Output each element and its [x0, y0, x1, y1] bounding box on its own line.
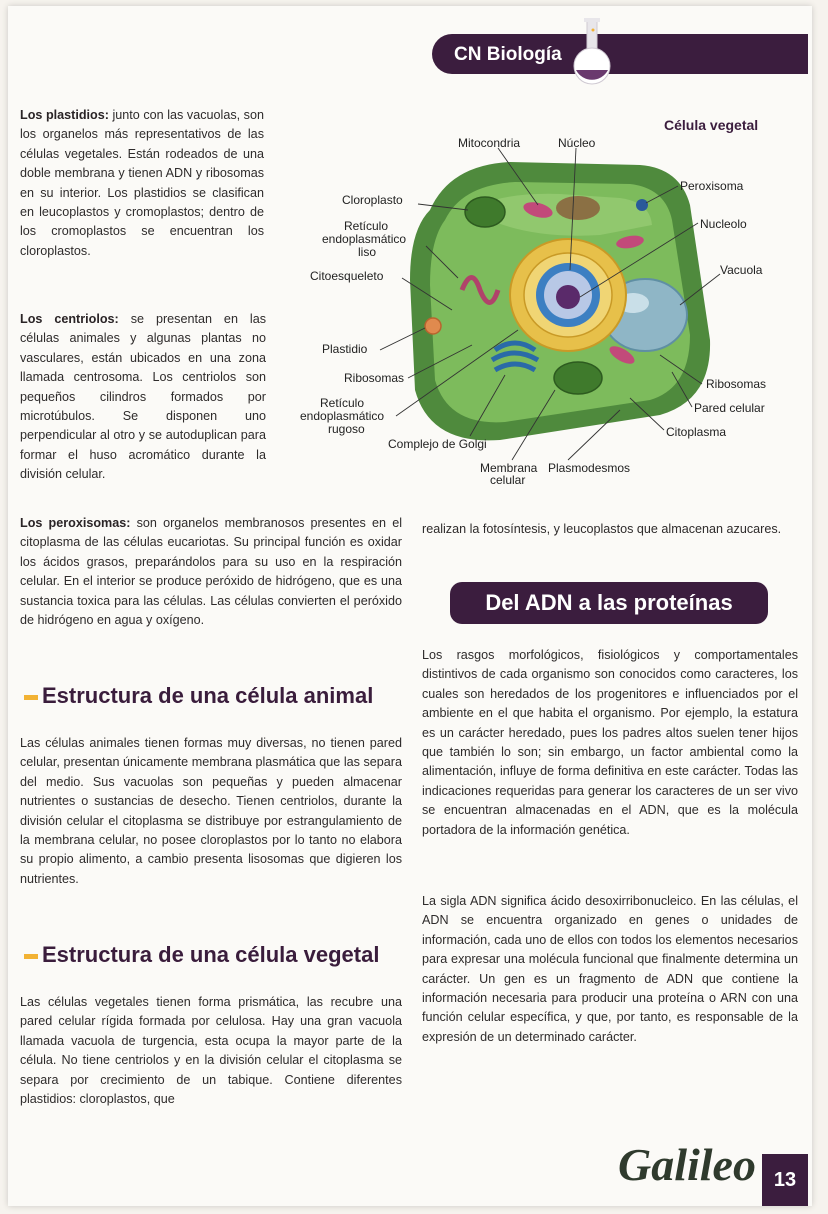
label-ribosomas-right: Ribosomas [706, 377, 767, 391]
animal-heading [24, 683, 373, 709]
adn-paragraph-2: La sigla ADN significa ácido desoxirribonucleico. En las células, el ADN se encuentra organizado en genes o unidades de información, cada uno de ellos con todos los elementos necesarios para expresar una molécula funcional que finalmente determina un carácter. Un gen es un fragmento de ADN que contiene la información necesaria para producir una proteína o ARN con una función celular específica, y que, por tanto, es responsable de la expresión de un determinado carácter. [422, 894, 798, 1044]
label-membrana-1: Membrana [480, 461, 538, 475]
diagram-title: Célula vegetal [664, 117, 759, 133]
label-pared-celular: Pared celular [694, 401, 765, 415]
header-title: CN Biología [454, 44, 562, 65]
galileo-logo: Galileo [618, 1139, 756, 1190]
label-vacuola: Vacuola [720, 263, 763, 277]
label-citoplasma: Citoplasma [666, 425, 727, 439]
vegetal-continuation: realizan la fotosíntesis, y leucoplastos que almacenan azucares. [422, 522, 782, 536]
chloroplast-shape [465, 197, 505, 227]
label-golgi: Complejo de Golgi [388, 437, 487, 451]
vegetal-heading-text: Estructura de una célula vegetal [42, 942, 380, 967]
chromoplast-shape [556, 196, 600, 220]
heading-dash [24, 695, 38, 700]
label-plasmodesmos: Plasmodesmos [548, 461, 631, 475]
label-nucleo: Núcleo [558, 136, 596, 150]
label-membrana-2: celular [490, 473, 526, 487]
vegetal-heading [24, 942, 379, 968]
label-plastidio: Plastidio [322, 342, 368, 356]
centriolos-term: Los centriolos: [20, 312, 119, 326]
label-citoesqueleto: Citoesqueleto [310, 269, 384, 283]
peroxisome-shape [636, 199, 648, 211]
flask-icon [570, 16, 614, 90]
label-reticulo-liso-3: liso [358, 245, 377, 259]
animal-paragraph: Las células animales tienen formas muy diversas, no tienen pared celular, presentan únicamente membrana plasmática que las separa del medio. Sus vacuolas son pequeñas y pueden almacenar nutrientes o sustancias de desecho. Tienen centriolos, durante la división celular el citoplasma se distribuye por estrangulamiento de la membrana celular, no posee cloroplastos por lo tanto no elabora su propio alimento, a cambio presenta lisosomas que digieren los nutrientes. [20, 736, 402, 886]
chloroplast-shape-2 [554, 362, 602, 394]
label-ribosomas-left: Ribosomas [344, 371, 405, 385]
peroxisomas-paragraph [20, 514, 402, 630]
label-reticulo-liso-2: endoplasmático [322, 232, 407, 246]
heading-dash-2 [24, 954, 38, 959]
page-number: 13 [762, 1154, 808, 1206]
adn-paragraph-1: Los rasgos morfológicos, fisiológicos y comportamentales distintivos de cada organismo son conocidos como caracteres, los cuales son heredados de los progenitores e influenciados por el ambiente en el que habita el organismo. Por ejemplo, la estatura es un carácter heredado, pues los padres altos suelen tener hijos que también lo son; sin embargo, un factor ambiental como la alimentación, influye de forma definitiva en este carácter. Todas las indicaciones requeridas para generar los caracteres de un ser vivo se encuentran almacenadas en el ADN, que es la molécula portadora de la información genética. [422, 648, 798, 837]
centriolos-text: se presentan en las células animales y algunas plantas no vasculares, están ubicados en una zona llamada centrosoma. Los centriolos son pequeños cilindros formados por microtúbulos. Se disponen uno perpendicular al otro y se autoduplican para formar el huso acromático durante la división celular. [20, 312, 267, 482]
label-reticulo-rugoso-2: endoplasmático [300, 409, 385, 423]
nucleolus-shape [556, 285, 580, 309]
label-mitocondria: Mitocondria [458, 136, 521, 150]
plastidios-paragraph [20, 106, 264, 261]
plant-cell-diagram [300, 110, 800, 500]
plastid-shape [425, 318, 441, 334]
label-cloroplasto: Cloroplasto [342, 193, 403, 207]
animal-heading-text: Estructura de una célula animal [42, 683, 374, 708]
label-nucleolo: Nucleolo [700, 217, 747, 231]
plastidios-term: Los plastidios: [20, 108, 109, 122]
label-reticulo-rugoso-3: rugoso [328, 422, 365, 436]
peroxisomas-text: son organelos membranosos presentes en el citoplasma de las células eucariotas. Su principal función es oxidar los ácidos grasos, preparándolos para su uso en la respiración celular. En el interior se produce peróxido de hidrógeno, que es una sustancia toxica para las células. Las células convierten el peróxido de hidrógeno en agua y oxígeno. [20, 516, 402, 628]
section-title-pill: Del ADN a las proteínas [450, 582, 768, 624]
label-reticulo-rugoso-1: Retículo [320, 396, 365, 410]
vegetal-paragraph: Las células vegetales tienen forma prismática, las recubre una pared celular rígida formada por celulosa. Hay una gran vacuola llamada vacuola de turgencia, esta ocupa la mayor parte de la célula. No tiene centriolos y en la división celular el citoplasma se separa por crecimiento de un tabique. Contiene diferentes plastidios: cloroplastos, que [20, 995, 402, 1107]
peroxisomas-term: Los peroxisomas: [20, 516, 131, 530]
label-reticulo-liso-1: Retículo [344, 219, 389, 233]
plastidios-text: junto con las vacuolas, son los organelos más representativos de las células vegetales. Están rodeados de una doble membrana y tienen ADN y ribosomas en su interior. Los plastidios se clasifican en leucoplastos y cromoplastos; dentro de los cromoplastos se encuentran los cloroplastos. [20, 108, 264, 258]
label-peroxisoma: Peroxisoma [680, 179, 744, 193]
centriolos-paragraph [20, 310, 266, 485]
